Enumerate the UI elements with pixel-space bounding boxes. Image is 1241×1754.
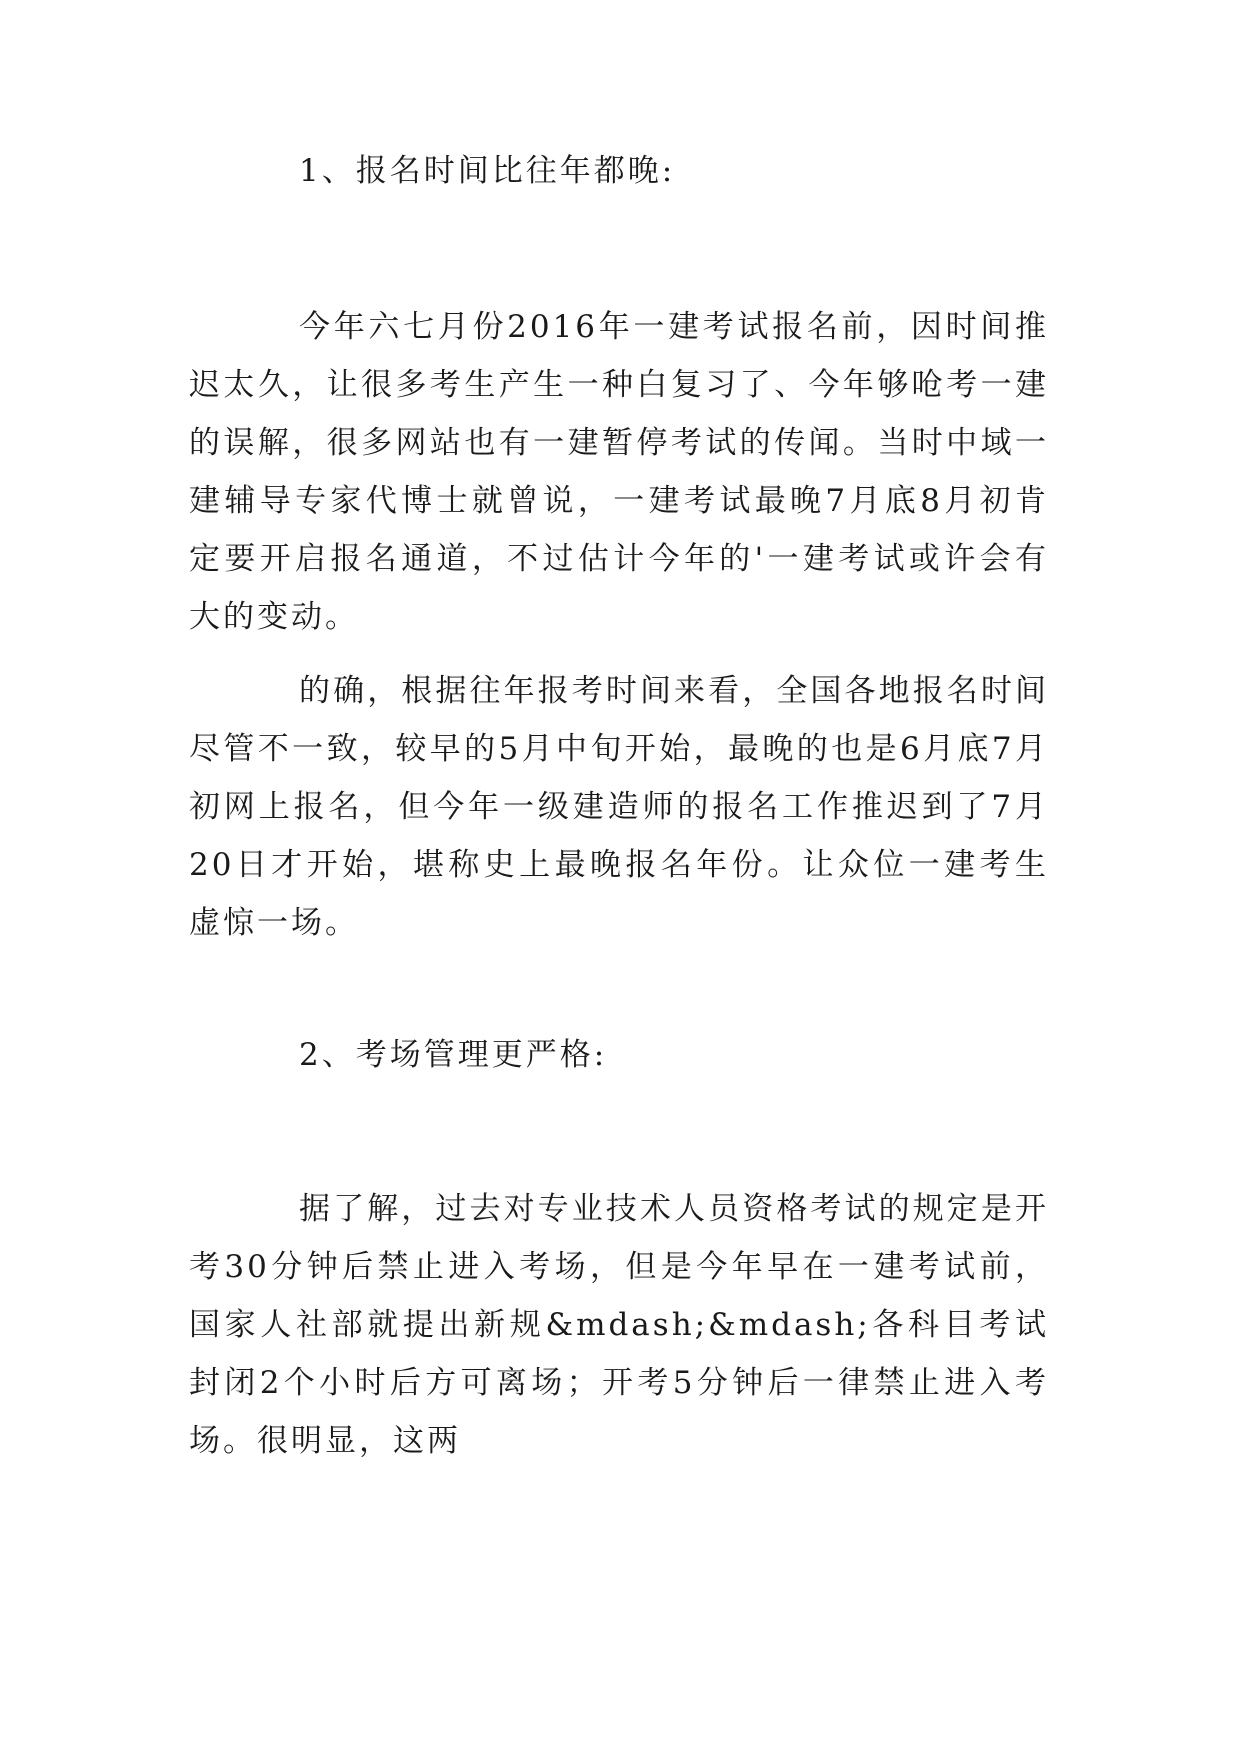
- section-2-paragraph-1: 据了解，过去对专业技术人员资格考试的规定是开考30分钟后禁止进入考场，但是今年早在一建考试前，国家人社部就提出新规&mdash;&mdash;各科目考试封闭2个小时后方可离场；开考5分钟后一律禁止进入考场。很明显，这两: [189, 1191, 1049, 1459]
- section-heading-2: 2、考场管理更严格:: [299, 1037, 608, 1073]
- section-1-paragraph-1: 今年六七月份2016年一建考试报名前，因时间推迟太久，让很多考生产生一种白复习了、今年够呛考一建的误解，很多网站也有一建暂停考试的传闻。当时中域一建辅导专家代博士就曾说，一建考试最晚7月底8月初肯定要开启报名通道，不过估计今年的'一建考试或许会有大的变动。: [189, 309, 1049, 635]
- section-heading-1: 1、报名时间比往年都晚:: [299, 153, 676, 189]
- section-1-paragraph-2: 的确，根据往年报考时间来看，全国各地报名时间尽管不一致，较早的5月中旬开始，最晚的也是6月底7月初网上报名，但今年一级建造师的报名工作推迟到了7月20日才开始，堪称史上最晚报名年份。让众位一建考生虚惊一场。: [189, 673, 1049, 941]
